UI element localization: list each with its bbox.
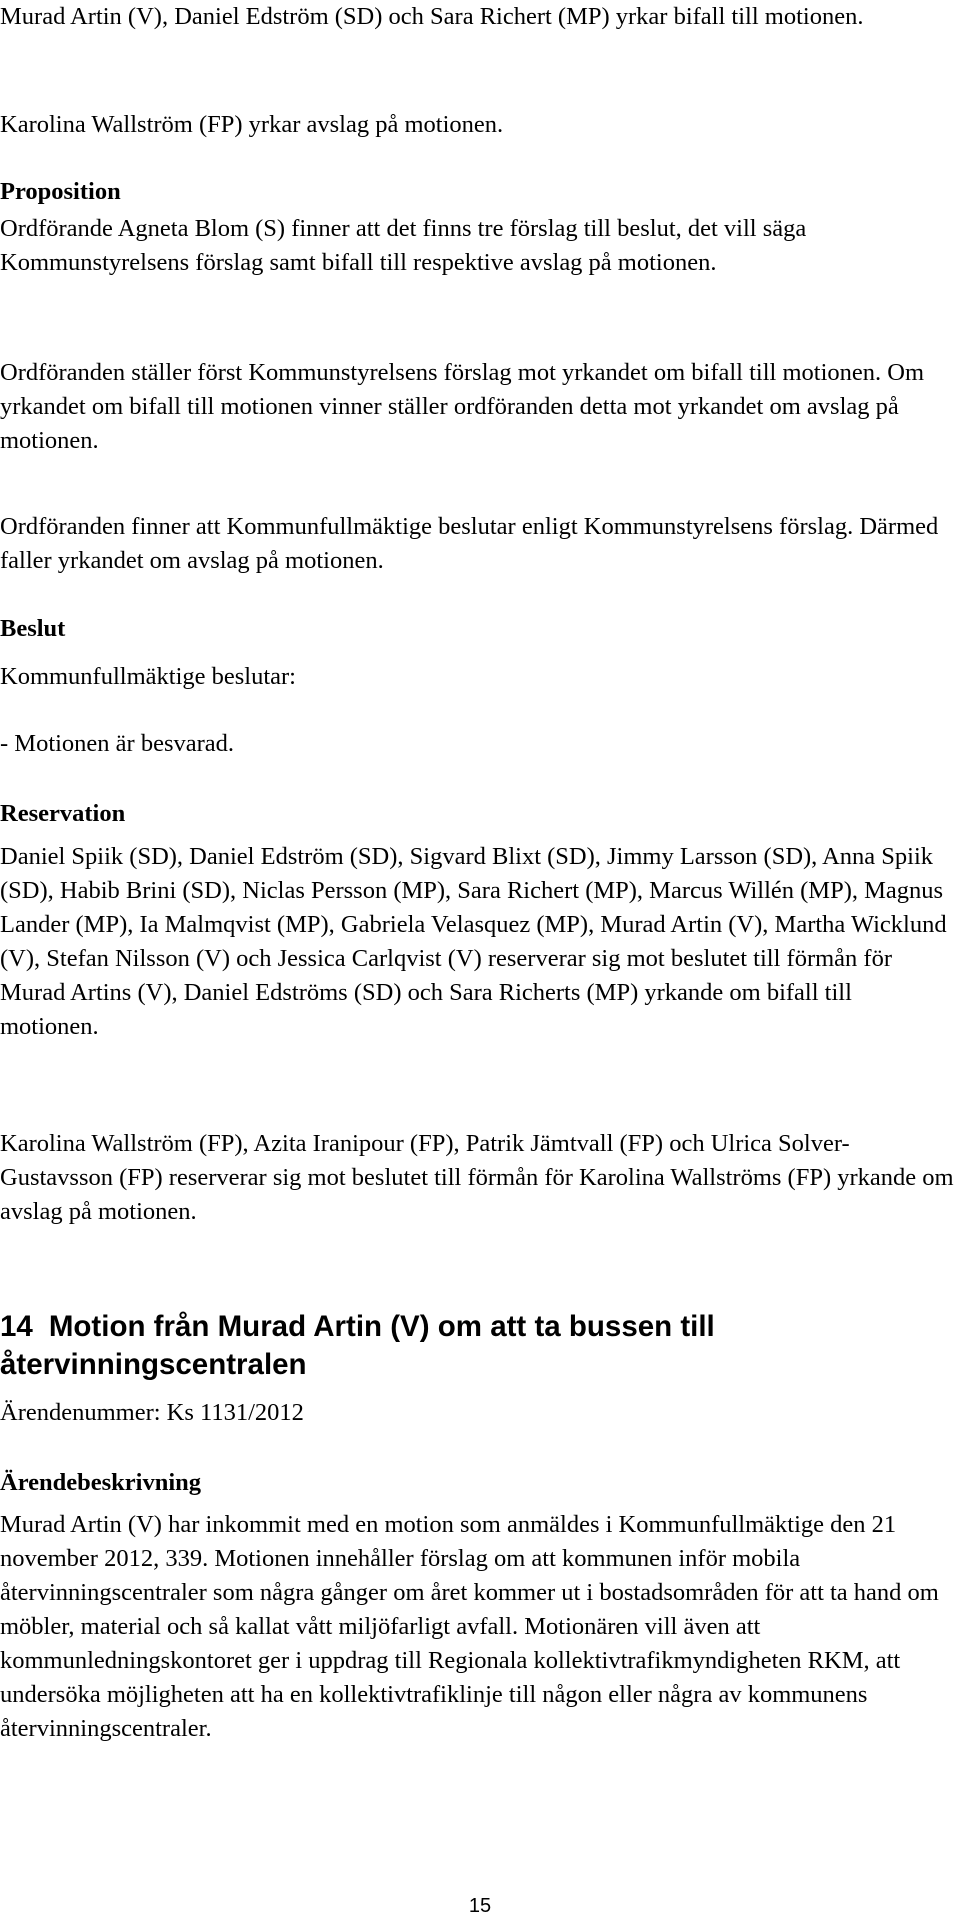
- beslut-heading: Beslut: [0, 615, 66, 642]
- page-number: 15: [468, 1895, 492, 1917]
- case-number: Ärendenummer: Ks 1131/2012: [0, 1399, 304, 1426]
- proposition-paragraph-3: Ordföranden finner att Kommunfullmäktige beslutar enligt Kommunstyrelsens förslag. Därmed faller yrkandet om avslag på motionen.: [0, 513, 939, 574]
- intro-paragraph-1: Murad Artin (V), Daniel Edström (SD) och Sara Richert (MP) yrkar bifall till motionen.: [0, 3, 864, 30]
- description-paragraph: Murad Artin (V) har inkommit med en motion som anmäldes i Kommunfullmäktige den 21 november 2012, 339. Motionen innehåller förslag om att kommunen inför mobila återvinningscentraler som några gånger om året kommer ut i bostadsområden för att ta hand om möbler, material och så kallat vått miljöfarligt avfall. Motionären vill även att kommunledningskontoret ger i uppdrag till Regionala kollektivtrafikmyndigheten RKM, att undersöka möjligheten att ha en kollektivtrafiklinje till någon eller några av kommunens återvinningscentraler.: [0, 1511, 939, 1742]
- proposition-paragraph-2: Ordföranden ställer först Kommunstyrelsens förslag mot yrkandet om bifall till motionen. Om yrkandet om bifall till motionen vinner ställer ordföranden detta mot yrkandet om avslag på motionen.: [0, 359, 925, 454]
- proposition-paragraph-1: Ordförande Agneta Blom (S) finner att det finns tre förslag till beslut, det vill säga Kommunstyrelsens förslag samt bifall till respektive avslag på motionen.: [0, 215, 807, 276]
- section-number: 14: [0, 1310, 33, 1343]
- intro-paragraph-2: Karolina Wallström (FP) yrkar avslag på motionen.: [0, 111, 504, 138]
- beslut-paragraph-1: Kommunfullmäktige beslutar:: [0, 663, 296, 690]
- section-title-text: Motion från Murad Artin (V) om att ta bussen till återvinningscentralen: [0, 1310, 715, 1381]
- reservation-heading: Reservation: [0, 800, 126, 827]
- proposition-heading: Proposition: [0, 178, 121, 205]
- beslut-paragraph-2: - Motionen är besvarad.: [0, 730, 235, 757]
- reservation-paragraph-1: Daniel Spiik (SD), Daniel Edström (SD), Sigvard Blixt (SD), Jimmy Larsson (SD), Anna Spiik (SD), Habib Brini (SD), Niclas Persson (MP), Sara Richert (MP), Marcus Willén (MP), Magnus Lander (MP), Ia Malmqvist (MP), Gabriela Velasquez (MP), Murad Artin (V), Martha Wicklund (V), Stefan Nilsson (V) och Jessica Carlqvist (V) reserverar sig mot beslutet till förmån för Murad Artins (V), Daniel Edströms (SD) och Sara Richerts (MP) yrkande om bifall till motionen.: [0, 843, 947, 1040]
- description-heading: Ärendebeskrivning: [0, 1469, 202, 1496]
- reservation-paragraph-2: Karolina Wallström (FP), Azita Iranipour (FP), Patrik Jämtvall (FP) och Ulrica Solver-Gustavsson (FP) reserverar sig mot beslutet till förmån för Karolina Wallströms (FP) yrkande om avslag på motionen.: [0, 1130, 954, 1225]
- section-title: [0, 1308, 900, 1384]
